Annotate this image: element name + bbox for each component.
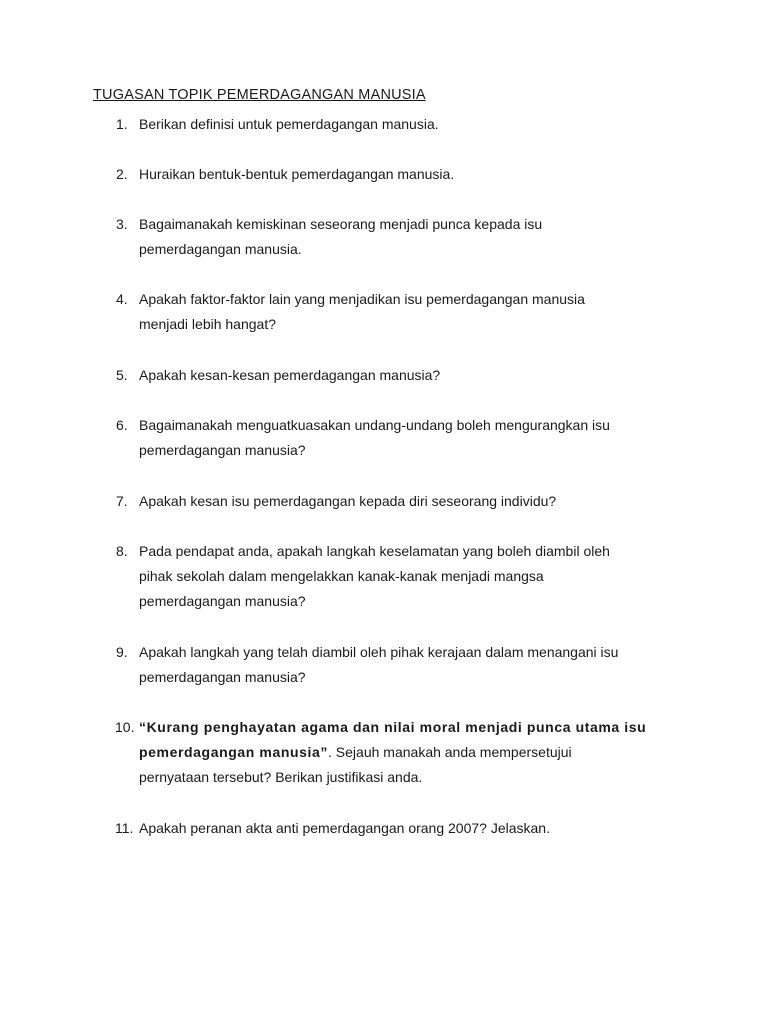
question-line: pemerdagangan manusia. [139,241,302,257]
question-line: Apakah langkah yang telah diambil oleh pihak kerajaan dalam menangani isu [139,644,619,660]
document-title: TUGASAN TOPIK PEMERDAGANGAN MANUSIA [93,87,426,103]
question-line [139,740,699,765]
question-line: Apakah peranan akta anti pemerdagangan orang 2007? Jelaskan. [139,820,550,836]
question-line: pernyataan tersebut? Berikan justifikasi anda. [139,769,423,785]
question-line: Berikan definisi untuk pemerdagangan manusia. [139,116,439,132]
question-line: Apakah kesan-kesan pemerdagangan manusia? [139,367,441,383]
question-text [139,816,699,841]
question-text [139,112,699,137]
question-number: 1. [116,116,128,132]
question-quote-end: pemerdagangan manusia” [139,744,329,760]
question-number: 10. [115,719,135,735]
question-number: 11. [115,820,134,836]
question-line: Apakah kesan isu pemerdagangan kepada diri seseorang individu? [139,493,557,509]
question-number: 7. [116,493,128,509]
question-quote-line: “Kurang penghayatan agama dan nilai moral menjadi punca utama isu [139,719,647,735]
question-number: 8. [116,543,128,559]
question-line: Bagaimanakah menguatkuasakan undang-undang boleh mengurangkan isu [139,417,610,433]
question-text [139,539,699,614]
question-line: pemerdagangan manusia? [139,442,306,458]
question-text [139,640,699,690]
question-number: 4. [116,291,128,307]
question-text [139,413,699,463]
question-text [139,489,699,514]
question-line: Bagaimanakah kemiskinan seseorang menjadi punca kepada isu [139,216,543,232]
question-line: pemerdagangan manusia? [139,669,306,685]
question-line-rest: . Sejauh manakah anda mempersetujui [328,744,572,760]
question-number: 6. [116,417,128,433]
question-number: 3. [116,216,128,232]
question-line: Huraikan bentuk-bentuk pemerdagangan manusia. [139,166,455,182]
question-text [139,162,699,187]
question-number: 9. [116,644,128,660]
question-text [139,363,699,388]
question-text [139,212,699,262]
question-line: pemerdagangan manusia? [139,593,306,609]
question-line: Apakah faktor-faktor lain yang menjadikan isu pemerdagangan manusia [139,291,585,307]
question-number: 2. [116,166,128,182]
question-number: 5. [116,367,128,383]
question-text [139,715,699,790]
question-text [139,287,699,337]
question-line: pihak sekolah dalam mengelakkan kanak-kanak menjadi mangsa [139,568,544,584]
question-line: Pada pendapat anda, apakah langkah keselamatan yang boleh diambil oleh [139,543,610,559]
question-line: menjadi lebih hangat? [139,316,276,332]
